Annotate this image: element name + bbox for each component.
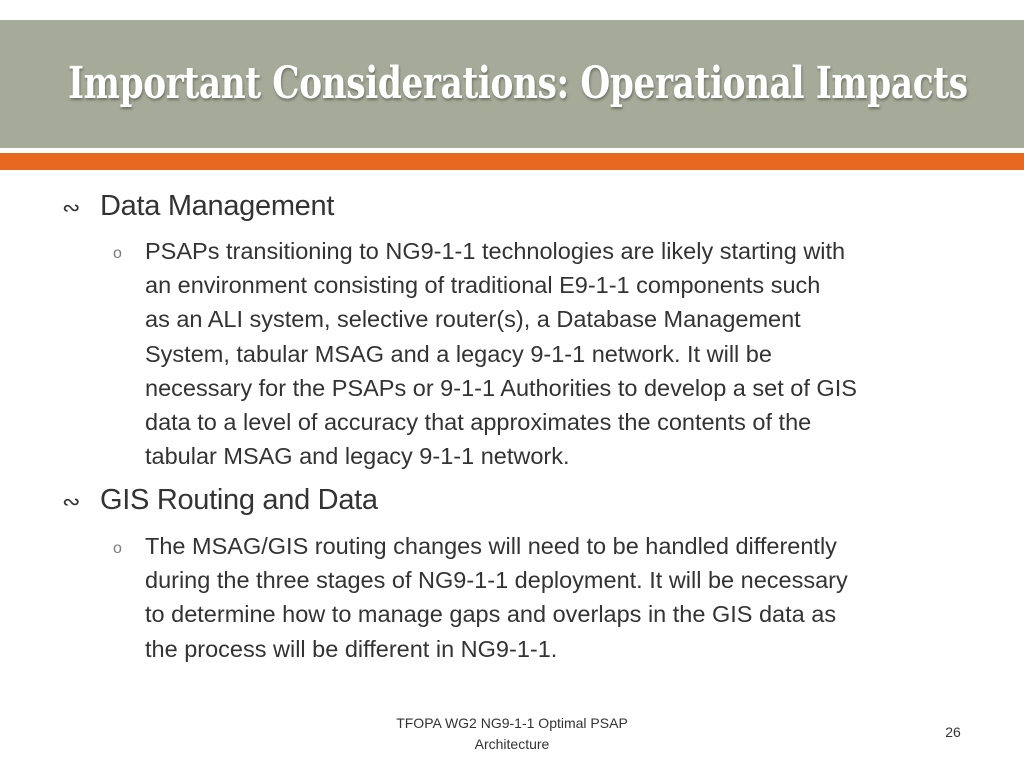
paragraph-line: PSAPs transitioning to NG9-1-1 technologies are likely starting with	[145, 238, 846, 264]
section-heading-data-management: Data Management	[100, 190, 335, 222]
accent-bar	[0, 153, 1024, 170]
sub-bullet-icon: o	[113, 245, 122, 262]
section-heading-gis-routing: GIS Routing and Data	[100, 484, 378, 516]
sub-bullet-icon: o	[113, 540, 122, 557]
title-bar	[0, 20, 1024, 148]
paragraph-line: an environment consisting of traditional E9-1-1 components such	[145, 272, 821, 299]
paragraph-line: The MSAG/GIS routing changes will need to be handled differently	[145, 533, 837, 559]
loop-bullet-icon: ∾	[62, 196, 81, 221]
paragraph-line: necessary for the PSAPs or 9-1-1 Authorities to develop a set of GIS	[145, 374, 857, 401]
footer-text	[362, 713, 662, 755]
slide-title: Important Considerations: Operational Impacts	[68, 58, 968, 109]
footer-line: Architecture	[474, 736, 550, 752]
section-paragraph-data-management	[145, 234, 975, 473]
paragraph-line: during the three stages of NG9-1-1 deployment. It will be necessary	[145, 567, 848, 594]
paragraph-line: tabular MSAG and legacy 9-1-1 network.	[145, 443, 570, 470]
loop-bullet-icon: ∾	[62, 490, 81, 515]
paragraph-line: System, tabular MSAG and a legacy 9-1-1 network. It will be	[145, 340, 772, 367]
page-number: 26	[945, 724, 961, 740]
paragraph-line: the process will be different in NG9-1-1.	[145, 635, 558, 662]
section-paragraph-gis-routing	[145, 529, 975, 666]
paragraph-line: data to a level of accuracy that approximates the contents of the	[145, 409, 812, 436]
paragraph-line: as an ALI system, selective router(s), a Database Management	[145, 306, 801, 333]
footer-line: TFOPA WG2 NG9-1-1 Optimal PSAP	[396, 715, 628, 731]
paragraph-line: to determine how to manage gaps and overlaps in the GIS data as	[145, 601, 837, 628]
